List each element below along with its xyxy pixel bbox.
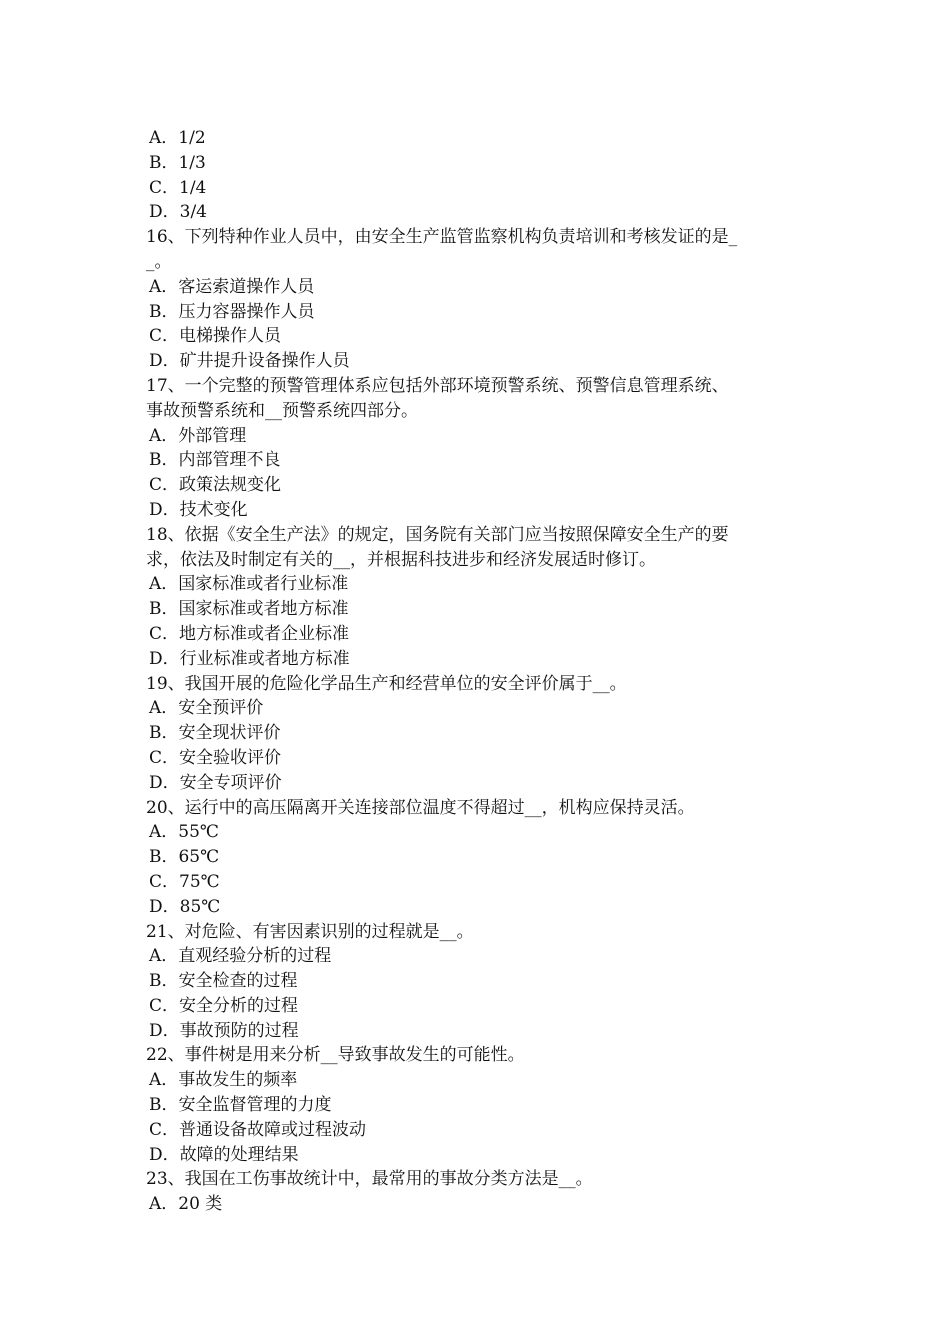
question-text: 20、运行中的高压隔离开关连接部位温度不得超过__，机构应保持灵活。: [146, 797, 695, 818]
answer-option: A．外部管理: [149, 425, 247, 446]
answer-option: A．客运索道操作人员: [149, 276, 315, 297]
question-text: 17、一个完整的预警管理体系应包括外部环境预警系统、预警信息管理系统、: [146, 375, 729, 396]
answer-option: D．故障的处理结果: [149, 1144, 299, 1165]
question-text: 19、我国开展的危险化学品生产和经营单位的安全评价属于__。: [146, 673, 627, 694]
answer-option: D．技术变化: [149, 499, 248, 520]
answer-option: D．85℃: [149, 896, 221, 917]
answer-option: C．安全验收评价: [149, 747, 282, 768]
answer-option: C．75℃: [149, 871, 220, 892]
question-text: _。: [146, 251, 172, 272]
answer-option: B．安全现状评价: [149, 723, 281, 744]
answer-option: A．直观经验分析的过程: [149, 946, 332, 967]
answer-option: B．压力容器操作人员: [149, 301, 315, 322]
answer-option: B．安全检查的过程: [149, 971, 298, 992]
question-text: 18、依据《安全生产法》的规定，国务院有关部门应当按照保障安全生产的要: [146, 524, 729, 545]
answer-option: C．安全分析的过程: [149, 995, 299, 1016]
answer-option: D．行业标准或者地方标准: [149, 648, 350, 669]
question-list: [146, 126, 811, 1217]
answer-option: C．普通设备故障或过程波动: [149, 1119, 367, 1140]
answer-option: D．安全专项评价: [149, 772, 282, 793]
answer-option: C．电梯操作人员: [149, 326, 282, 347]
answer-option: B．安全监督管理的力度: [149, 1095, 332, 1116]
answer-option: B．65℃: [149, 847, 220, 868]
question-text: 23、我国在工伤事故统计中，最常用的事故分类方法是__。: [146, 1169, 593, 1190]
answer-option: B．内部管理不良: [149, 450, 281, 471]
answer-option: A．事故发生的频率: [149, 1070, 298, 1091]
answer-option: C．地方标准或者企业标准: [149, 623, 350, 644]
question-text: 22、事件树是用来分析__导致事故发生的可能性。: [146, 1045, 525, 1066]
answer-option: B．1/3: [149, 152, 206, 173]
answer-option: A．55℃: [149, 822, 219, 843]
answer-option: D．3/4: [149, 202, 207, 223]
answer-option: B．国家标准或者地方标准: [149, 599, 349, 620]
answer-option: A．20 类: [149, 1194, 223, 1215]
answer-option: C．政策法规变化: [149, 475, 282, 496]
answer-option: A．安全预评价: [149, 698, 264, 719]
answer-option: D．事故预防的过程: [149, 1020, 299, 1041]
answer-option: D．矿井提升设备操作人员: [149, 351, 350, 372]
question-text: 事故预警系统和__预警系统四部分。: [146, 400, 418, 421]
question-text: 16、下列特种作业人员中，由安全生产监管监察机构负责培训和考核发证的是_: [146, 227, 738, 248]
answer-option: C．1/4: [149, 177, 207, 198]
answer-option: A．国家标准或者行业标准: [149, 574, 349, 595]
answer-option: A．1/2: [149, 128, 206, 148]
question-text: 求，依法及时制定有关的__，并根据科技进步和经济发展适时修订。: [146, 549, 656, 570]
question-text: 21、对危险、有害因素识别的过程就是__。: [146, 921, 474, 942]
